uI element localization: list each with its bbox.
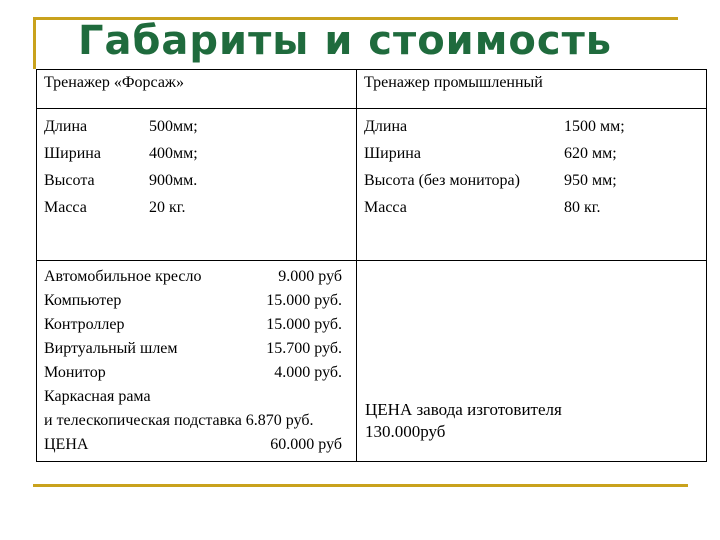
dim-label: Ширина bbox=[44, 145, 101, 162]
dim-label: Длина bbox=[44, 118, 88, 135]
dim-value: 900мм. bbox=[149, 172, 198, 189]
cost-total bbox=[44, 433, 349, 457]
dim-value: 620 мм; bbox=[564, 145, 617, 162]
cost-label: Автомобильное кресло bbox=[44, 268, 202, 285]
forsazh-costs bbox=[37, 261, 357, 462]
dim-row bbox=[364, 140, 699, 167]
dim-value: 400мм; bbox=[149, 145, 198, 162]
dim-label: Ширина bbox=[364, 145, 421, 162]
total-value: 60.000 руб bbox=[270, 436, 342, 453]
cost-value: 9.000 руб bbox=[278, 268, 342, 285]
dim-row bbox=[44, 113, 349, 140]
dim-label: Масса bbox=[364, 199, 407, 216]
dim-row bbox=[44, 194, 349, 221]
factory-price-label: ЦЕНА завода изготовителя bbox=[365, 400, 562, 419]
frame-label-line1: Каркасная рама bbox=[44, 388, 151, 405]
cost-item-frame bbox=[44, 409, 349, 433]
dimensions-row bbox=[37, 109, 707, 261]
dim-row bbox=[44, 167, 349, 194]
industrial-price-cell bbox=[357, 261, 707, 462]
forsazh-dimensions bbox=[37, 109, 357, 261]
dim-value: 80 кг. bbox=[564, 199, 601, 216]
cost-label: Контроллер bbox=[44, 316, 125, 333]
bottom-decorative-rule bbox=[33, 484, 688, 487]
dim-row bbox=[44, 140, 349, 167]
table-header-row bbox=[37, 70, 707, 109]
cost-label: Компьютер bbox=[44, 292, 122, 309]
cost-label: и телескопическая подставка bbox=[44, 412, 242, 429]
dim-value: 1500 мм; bbox=[564, 118, 625, 135]
dim-value: 500мм; bbox=[149, 118, 198, 135]
cost-value: 15.000 руб. bbox=[266, 316, 342, 333]
costs-row bbox=[37, 261, 707, 462]
cost-item bbox=[44, 313, 349, 337]
spec-table bbox=[36, 69, 707, 462]
dim-row bbox=[364, 167, 699, 194]
dim-label: Высота bbox=[44, 172, 95, 189]
dim-row bbox=[364, 113, 699, 140]
dim-label: Длина bbox=[364, 118, 408, 135]
cost-label: Монитор bbox=[44, 364, 106, 381]
cost-item bbox=[44, 361, 349, 385]
cost-value: 15.700 руб. bbox=[266, 340, 342, 357]
cost-item bbox=[44, 337, 349, 361]
cost-label: Виртуальный шлем bbox=[44, 340, 178, 357]
cost-item bbox=[44, 265, 349, 289]
dim-value: 950 мм; bbox=[564, 172, 617, 189]
cost-value: 6.870 руб. bbox=[245, 412, 314, 429]
total-label: ЦЕНА bbox=[44, 436, 89, 453]
header-industrial: Тренажер промышленный bbox=[357, 70, 707, 109]
dim-value: 20 кг. bbox=[149, 199, 186, 216]
factory-price-value: 130.000руб bbox=[365, 422, 446, 441]
cost-value: 15.000 руб. bbox=[266, 292, 342, 309]
slide-title: Габариты и стоимость bbox=[78, 18, 613, 64]
left-decorative-rule bbox=[33, 17, 36, 69]
cost-value: 4.000 руб. bbox=[274, 364, 342, 381]
cost-item bbox=[44, 289, 349, 313]
dim-row bbox=[364, 194, 699, 221]
header-forsazh: Тренажер «Форсаж» bbox=[37, 70, 357, 109]
dim-label: Масса bbox=[44, 199, 87, 216]
dim-label: Высота (без монитора) bbox=[364, 172, 520, 189]
factory-price bbox=[365, 399, 562, 443]
industrial-dimensions bbox=[357, 109, 707, 261]
